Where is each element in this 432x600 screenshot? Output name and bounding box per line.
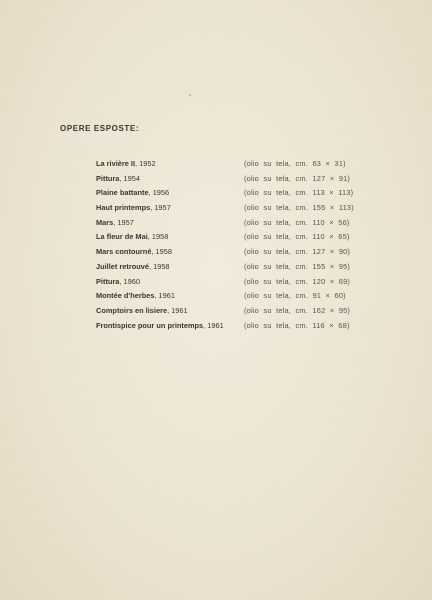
work-row — [96, 186, 366, 201]
work-medium: (olio su tela, cm. 113 × 113) — [244, 188, 354, 198]
work-row — [96, 304, 366, 319]
work-title: Comptoirs en lisiere — [96, 305, 168, 315]
work-title-line — [96, 186, 169, 201]
work-row — [96, 216, 366, 231]
paper-speck — [189, 94, 191, 96]
work-title: Juillet retrouvé — [96, 261, 149, 271]
work-medium: (olio su tela, cm. 110 × 56) — [244, 217, 350, 227]
work-title: Montée d'herbes — [96, 291, 155, 301]
work-year: 1957 — [117, 217, 134, 227]
title-year-separator: , — [151, 247, 156, 257]
work-title: Plaine battante — [96, 188, 149, 198]
work-year: 1957 — [154, 203, 171, 213]
work-row — [96, 275, 366, 290]
work-title-line — [96, 172, 140, 187]
work-year: 1961 — [158, 291, 175, 301]
work-row — [96, 230, 366, 245]
work-title: Haut printemps — [96, 203, 151, 213]
work-medium: (olio su tela, cm. 127 × 90) — [244, 247, 351, 257]
work-year: 1958 — [153, 261, 170, 271]
work-title: Pittura — [96, 173, 120, 183]
work-title: La fleur de Mai — [96, 232, 148, 242]
title-year-separator: , — [135, 159, 140, 168]
work-title-line — [96, 275, 140, 290]
work-row — [96, 289, 366, 304]
work-medium: (olio su tela, cm. 162 × 95) — [244, 305, 351, 315]
title-year-separator: , — [167, 305, 172, 315]
title-year-separator: , — [119, 276, 124, 286]
work-year: 1956 — [152, 188, 170, 198]
title-year-separator: , — [148, 188, 153, 198]
work-year: 1954 — [123, 173, 140, 183]
title-year-separator: , — [148, 261, 154, 271]
title-year-separator: , — [113, 217, 118, 227]
work-medium: (olio su tela, cm. 110 × 65) — [244, 232, 350, 242]
work-row — [96, 245, 366, 260]
work-year: 1952 — [139, 159, 156, 168]
work-title-line — [96, 216, 134, 231]
work-year: 1961 — [207, 320, 224, 330]
title-year-separator: , — [203, 320, 208, 330]
work-medium: (olio su tela, cm. 120 × 69) — [244, 276, 351, 286]
work-title-line — [96, 157, 156, 172]
work-row — [96, 319, 366, 334]
works-list — [96, 157, 366, 333]
work-title-line — [96, 289, 175, 304]
work-row — [96, 201, 366, 216]
work-title: Mars contourné — [96, 247, 152, 257]
work-medium: (olio su tela, cm. 116 × 68) — [244, 320, 350, 330]
section-heading: OPERE ESPOSTE: — [60, 124, 140, 133]
paper-speck — [211, 111, 212, 112]
work-year: 1960 — [123, 276, 140, 286]
work-medium: (olio su tela, cm. 155 × 113) — [244, 203, 354, 213]
work-row — [96, 172, 366, 187]
work-year: 1958 — [151, 232, 169, 242]
work-medium: (olio su tela, cm. 127 × 91) — [244, 173, 351, 183]
work-row — [96, 260, 366, 275]
title-year-separator: , — [154, 291, 159, 301]
title-year-separator: , — [119, 173, 124, 183]
work-year: 1961 — [171, 305, 188, 315]
work-title: Mars — [96, 217, 114, 227]
work-title: Frontispice pour un printemps — [96, 320, 204, 330]
work-medium: (olio su tela, cm. 63 × 31) — [244, 159, 346, 168]
work-medium: (olio su tela, cm. 91 × 60) — [244, 291, 346, 301]
work-title: La rivière II — [96, 159, 136, 168]
work-title-line — [96, 260, 170, 275]
work-title-line — [96, 201, 171, 216]
work-title-line — [96, 319, 224, 334]
work-title: Pittura — [96, 276, 120, 286]
title-year-separator: , — [150, 203, 155, 213]
title-year-separator: , — [147, 232, 152, 242]
work-year: 1958 — [155, 247, 172, 257]
work-row — [96, 157, 366, 172]
work-title-line — [96, 230, 168, 245]
work-title-line — [96, 304, 188, 319]
work-title-line — [96, 245, 172, 260]
work-medium: (olio su tela, cm. 155 × 95) — [244, 261, 351, 271]
